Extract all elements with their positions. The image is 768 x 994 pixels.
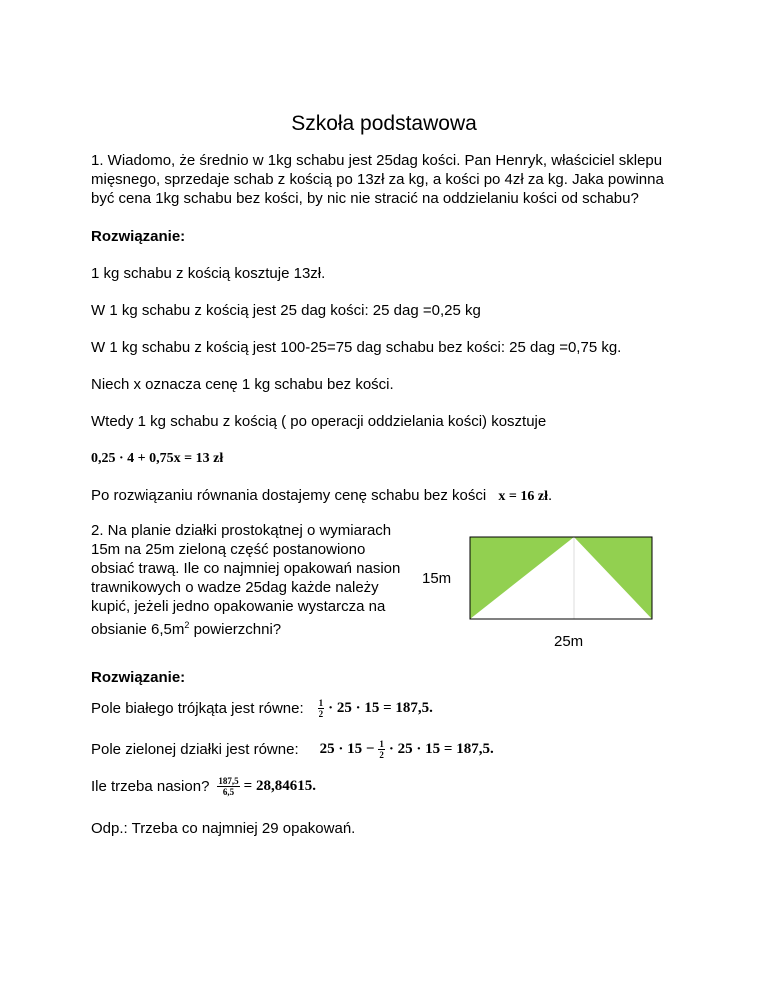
task1-text-line1: 1. Wiadomo, że średnio w 1kg schabu jest 25dag kości. Pan Henryk, właściciel sklepu <box>91 152 663 169</box>
green-frac-den: 2 <box>379 750 384 760</box>
task1-result-text: Po rozwiązaniu równania dostajemy cenę schabu bez kości <box>91 487 487 504</box>
green-triangle-right <box>574 537 652 619</box>
task2-text-line6-sup: 2 <box>184 620 190 630</box>
task2-text-line1: 2. Na planie działki prostokątnej o wymiarach <box>91 522 392 539</box>
seeds-frac-den: 6,5 <box>222 787 235 797</box>
task2-seeds <box>91 776 316 797</box>
white-area-math: · 25 · 15 = 187,5. <box>328 700 433 716</box>
task1-step5: Wtedy 1 kg schabu z kością ( po operacji oddzielania kości) kosztuje <box>91 413 547 430</box>
task1-result-end: . <box>547 487 553 504</box>
task1-step3: W 1 kg schabu z kością jest 100-25=75 dag schabu bez kości: 25 dag =0,75 kg. <box>91 339 622 356</box>
seeds-frac-num: 187,5 <box>218 776 239 786</box>
green-triangle-left <box>470 537 574 619</box>
white-area-fraction <box>318 698 325 719</box>
green-area-label: Pole zielonej działki jest równe: <box>91 741 299 758</box>
task2-answer: Odp.: Trzeba co najmniej 29 opakowań. <box>91 820 356 837</box>
seeds-label: Ile trzeba nasion? <box>91 778 210 795</box>
green-area-math-b: · 25 · 15 = 187,5. <box>388 741 494 757</box>
plot-diagram <box>420 532 660 664</box>
task2-text-line6-b: powierzchni? <box>189 621 282 638</box>
task1-solution-label: Rozwiązanie: <box>91 228 186 245</box>
task2-text-line5: kupić, jeżeli jedno opakowanie wystarcza na <box>91 598 386 615</box>
width-label: 25m <box>554 633 584 650</box>
seeds-fraction <box>217 776 239 797</box>
white-frac-num: 1 <box>318 698 324 708</box>
task1-step2: W 1 kg schabu z kością jest 25 dag kości: 25 dag =0,25 kg <box>91 302 481 319</box>
task2-text-line6-a: obsianie 6,5m <box>91 621 185 638</box>
task2-solution-label: Rozwiązanie: <box>91 669 186 686</box>
green-area-fraction <box>378 739 385 760</box>
green-area-math-a: 25 · 15 − <box>319 741 375 757</box>
task1-step1: 1 kg schabu z kością kosztuje 13zł. <box>91 265 326 282</box>
task1-text-line2: mięsnego, sprzedaje schab z kością po 13zł za kg, a kości po 4zł za kg. Jaka powinna <box>91 171 664 188</box>
task2-text-line4: trawnikowych o wadze 25dag każde należy <box>91 579 379 596</box>
task2-white-area <box>91 698 433 719</box>
task2-text-line6 <box>91 616 281 639</box>
white-frac-den: 2 <box>318 709 324 719</box>
task1-result <box>91 486 552 506</box>
green-frac-num: 1 <box>379 739 384 749</box>
task2-text-line2: 15m na 25m zieloną część postanowiono <box>91 541 366 558</box>
task2-text-line3: obsiać trawą. Ile co najmniej opakowań nasion <box>91 560 401 577</box>
height-label: 15m <box>422 570 452 587</box>
page-title: Szkoła podstawowa <box>291 112 477 135</box>
task1-step4: Niech x oznacza cenę 1 kg schabu bez kości. <box>91 376 394 393</box>
task1-result-math: x = 16 zł <box>498 489 548 504</box>
seeds-math: = 28,84615. <box>243 778 316 794</box>
task1-text-line3: być cena 1kg schabu bez kości, by nic nie stracić na oddzielaniu kości od schabu? <box>91 190 639 207</box>
white-area-label: Pole białego trójkąta jest równe: <box>91 700 304 717</box>
task1-equation: 0,25 · 4 + 0,75x = 13 zł <box>91 451 224 466</box>
task2-green-area <box>91 739 494 760</box>
